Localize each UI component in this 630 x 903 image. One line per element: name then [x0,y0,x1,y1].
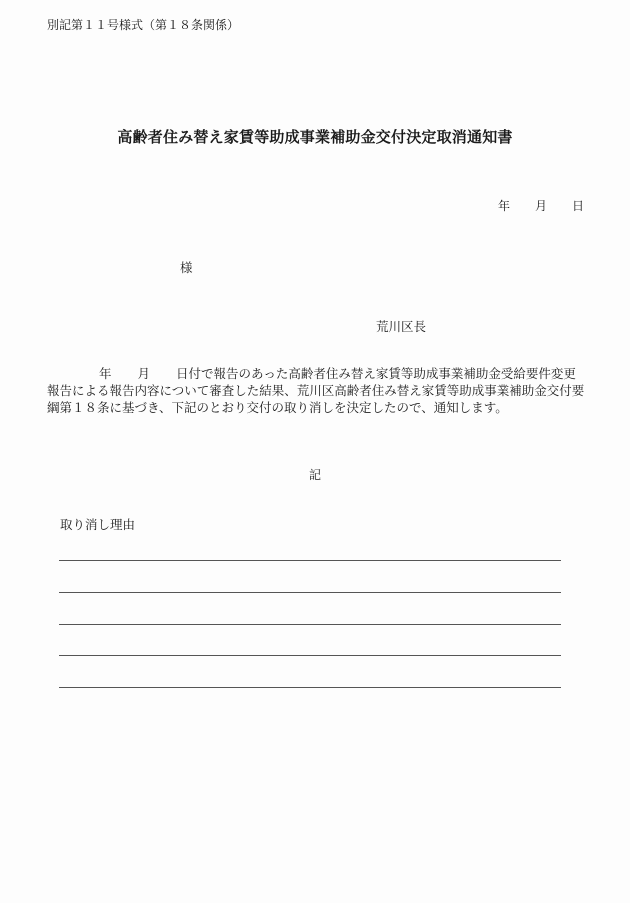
reason-line-5 [59,687,561,688]
issue-date [498,197,584,214]
date-month-label: 月 [535,199,548,213]
sender-name: 荒川区長 [376,319,427,334]
notice-body [47,365,587,416]
reason-line-2 [59,592,561,593]
body-month-label: 月 [137,366,151,381]
reason-label: 取り消し理由 [60,517,136,532]
addressee-suffix: 様 [180,260,193,275]
body-year-label: 年 [99,366,112,381]
date-day-label: 日 [572,199,585,213]
date-year-label: 年 [498,199,511,213]
reason-line-3 [59,624,561,625]
body-text: 日付で報告のあった高齢者住み替え家賃等助成事業補助金受給要件変更報告による報告内容について審査した結果、荒川区高齢者住み替え家賃等助成事業補助金交付要綱第１８条に基づき、下記のとおり交付の取り消しを決定したので、通知します。 [47,366,585,415]
form-number: 別記第１１号様式（第１８条関係） [47,18,240,32]
reason-line-1 [59,560,561,561]
ki-heading: 記 [308,468,321,482]
document-title: 高齢者住み替え家賃等助成事業補助金交付決定取消通知書 [117,128,513,146]
reason-line-4 [59,655,561,656]
